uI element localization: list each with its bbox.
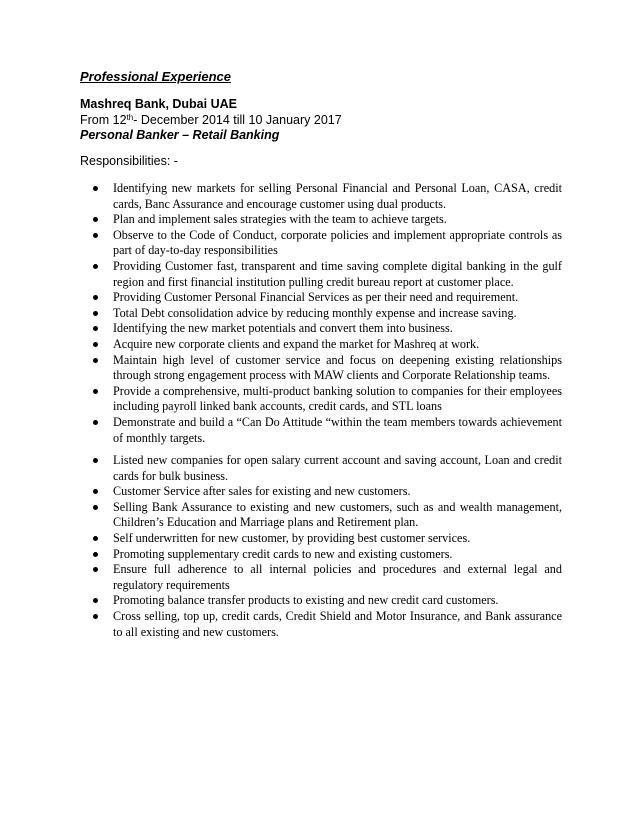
list-item: Providing Customer Personal Financial Services as per their need and requirement. (92, 290, 562, 306)
list-item: Identifying the new market potentials and convert them into business. (92, 321, 562, 337)
list-item: Total Debt consolidation advice by reducing monthly expense and increase saving. (92, 306, 562, 322)
list-item: Acquire new corporate clients and expand the market for Mashreq at work. (92, 337, 562, 353)
list-item: Listed new companies for open salary current account and saving account, Loan and credit cards for bulk business. (92, 453, 562, 484)
list-item: Provide a comprehensive, multi-product banking solution to companies for their employees including payroll linked bank accounts, credit cards, and STL loans (92, 384, 562, 415)
list-item: Identifying new markets for selling Personal Financial and Personal Loan, CASA, credit cards, Banc Assurance and encourage customer using dual products. (92, 181, 562, 212)
responsibilities-label: Responsibilities: - (80, 154, 178, 168)
employment-dates (80, 113, 342, 127)
list-item: Promoting supplementary credit cards to new and existing customers. (92, 547, 562, 563)
list-item: Selling Bank Assurance to existing and new customers, such as and wealth management, Children’s Education and Marriage plans and Retirement plan. (92, 500, 562, 531)
list-item: Promoting balance transfer products to existing and new credit card customers. (92, 593, 562, 609)
list-item: Cross selling, top up, credit cards, Credit Shield and Motor Insurance, and Bank assurance to all existing and new customers. (92, 609, 562, 640)
dates-prefix: From 12 (80, 113, 127, 127)
employer-name: Mashreq Bank, Dubai UAE (80, 97, 237, 111)
list-item: Observe to the Code of Conduct, corporate policies and implement appropriate controls as part of day-to-day responsibilities (92, 228, 562, 259)
responsibilities-list (92, 181, 562, 640)
list-item: Providing Customer fast, transparent and time saving complete digital banking in the gulf region and first financial institution pulling credit bureau report at customer place. (92, 259, 562, 290)
section-title: Professional Experience (80, 69, 232, 84)
dates-suffix: - December 2014 till 10 January 2017 (133, 113, 342, 127)
list-item: Self underwritten for new customer, by providing best customer services. (92, 531, 562, 547)
list-item: Customer Service after sales for existing and new customers. (92, 484, 562, 500)
position-title: Personal Banker – Retail Banking (80, 128, 280, 142)
list-item: Maintain high level of customer service and focus on deepening existing relationships through strong engagement process with MAW clients and Corporate Relationship teams. (92, 353, 562, 384)
dates-superscript: th (126, 113, 134, 122)
list-item: Plan and implement sales strategies with the team to achieve targets. (92, 212, 562, 228)
list-item: Demonstrate and build a “Can Do Attitude “within the team members towards achievement of monthly targets. (92, 415, 562, 446)
list-item: Ensure full adherence to all internal policies and procedures and external legal and regulatory requirements (92, 562, 562, 593)
